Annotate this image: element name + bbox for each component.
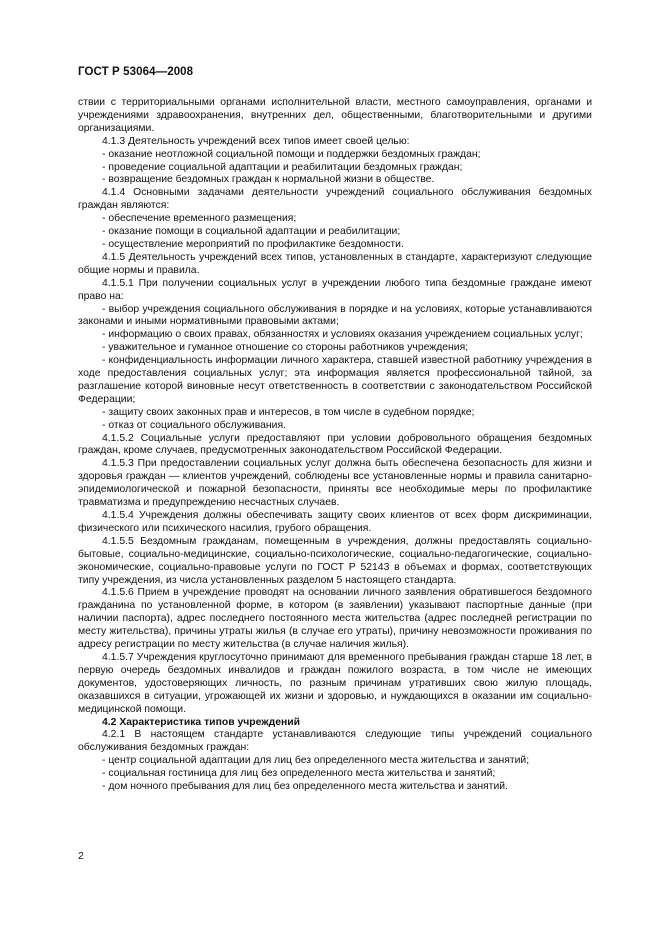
paragraph: - дом ночного пребывания для лиц без определенного места жительства и занятий.: [102, 781, 508, 793]
document-header: ГОСТ Р 53064—2008: [78, 66, 194, 78]
paragraph: - защиту своих законных прав и интересов, в том числе в судебном порядке;: [102, 406, 475, 418]
paragraph: 4.1.5.3 При предоставлении социальных услуг должна быть обеспечена безопасность для жизни и здоровья граждан — клиентов учреждений, соблюдены все установленные нормы и правила санитарно-эпидемиологической и пожарной безопасности, приняты все необходимые меры по профилактике травматизма и предупреждению несчастных случаев.: [78, 458, 592, 509]
paragraph: учреждениями здравоохранения, внутренних дел, общественными, благотворительными и другими: [78, 109, 592, 121]
paragraph: - оказание помощи в социальной адаптации и реабилитации;: [102, 226, 401, 238]
paragraph: 4.1.5.1 При получении социальных услуг в учреждении любого типа бездомные граждане имеют право на:: [78, 277, 592, 302]
paragraph: - осуществление мероприятий по профилактике бездомности.: [102, 238, 404, 250]
paragraph: - конфиденциальность информации личного характера, ставшей известной работнику учреждения в ходе предоставления социальных услуг; эта информация является профессиональной тайной, за разглашение которой виновные несут ответственность в соответствии с законодательством Российской Федерации;: [78, 355, 592, 405]
paragraph: - информацию о своих правах, обязанностях и условиях оказания учреждением социальных услуг;: [102, 329, 583, 341]
paragraph: 4.1.5.2 Социальные услуги предоставляют при условии добровольного обращения бездомных граждан, кроме случаев, предусмотренных законодательством Российской Федерации.: [78, 432, 592, 457]
paragraph: - обеспечение временного размещения;: [102, 213, 297, 225]
paragraph: 4.1.4 Основными задачами деятельности учреждений социального обслуживания бездомных граждан являются:: [78, 187, 592, 212]
paragraph: - отказ от социального обслуживания.: [102, 419, 286, 431]
paragraph: - уважительное и гуманное отношение со стороны работников учреждения;: [102, 342, 469, 354]
paragraph: - проведение социальной адаптации и реабилитации бездомных граждан;: [102, 161, 463, 173]
paragraph: 4.1.5.5 Бездомным гражданам, помещенным в учреждения, должны предоставлять социально-бытовые, социально-медицинские, социально-психологические, социально-педагогические, социально-экономические, социально-правовые услуги по ГОСТ Р 52143 в объемах и формах, соответствующих типу учреждения, из числа установленных разделом 5 настоящего стандарта.: [78, 535, 592, 586]
paragraph: 4.2.1 В настоящем стандарте устанавливаются следующие типы учреждений социального обслуживания бездомных граждан:: [78, 729, 592, 754]
paragraph: - оказание неотложной социальной помощи и поддержки бездомных граждан;: [102, 148, 481, 160]
page-number: 2: [78, 850, 84, 862]
paragraph: 4.1.3 Деятельность учреждений всех типов имеет своей целью:: [102, 135, 410, 147]
paragraph: 4.1.5 Деятельность учреждений всех типов, установленных в стандарте, характеризуют следующие общие нормы и правила.: [78, 251, 592, 276]
paragraph: 4.1.5.7 Учреждения круглосуточно принимают для временного пребывания граждан старше 18 лет, в первую очередь бездомных инвалидов и граждан пожилого возраста, в том числе не имеющих документов, удостоверяющих личность, по разным причинам утративших свою жилую площадь, оказавшихся в ситуации, угрожающей их жизни и здоровью, и нуждающихся в оказании им социально- медицинской помощи.: [78, 651, 592, 715]
paragraph: - социальная гостиница для лиц без определенного места жительства и занятий;: [102, 768, 496, 780]
paragraph: 4.1.5.4 Учреждения должны обеспечивать защиту своих клиентов от всех форм дискриминации, физического или психического насилия, грубого обращения.: [78, 510, 592, 534]
paragraph: - центр социальной адаптации для лиц без определенного места жительства и занятий;: [102, 755, 530, 767]
paragraph: 4.1.5.6 Прием в учреждение проводят на основании личного заявления обратившегося бездомного гражданина по установленной форме, в котором (в заявлении) указывают паспортные данные (при наличии паспорта), адрес последнего постоянного места жительства (адрес последней регистрации по месту жительства), причины утраты жилья (в случае его утраты), причину невозможности проживания по адресу регистрации по месту жительства (в случае наличия жилья).: [78, 587, 592, 651]
paragraph: ствии с территориальными органами исполнительной власти, местного самоуправления, органами и: [78, 97, 592, 108]
document-body: [78, 97, 592, 794]
paragraph: - выбор учреждения социального обслуживания в порядке и на условиях, которые устанавливаются законами и иными нормативными правовыми актами;: [78, 303, 592, 328]
section-heading: 4.2 Характеристика типов учреждений: [102, 716, 301, 728]
paragraph: - возвращение бездомных граждан к нормальной жизни в обществе.: [102, 174, 435, 186]
paragraph: организациями.: [78, 122, 155, 134]
